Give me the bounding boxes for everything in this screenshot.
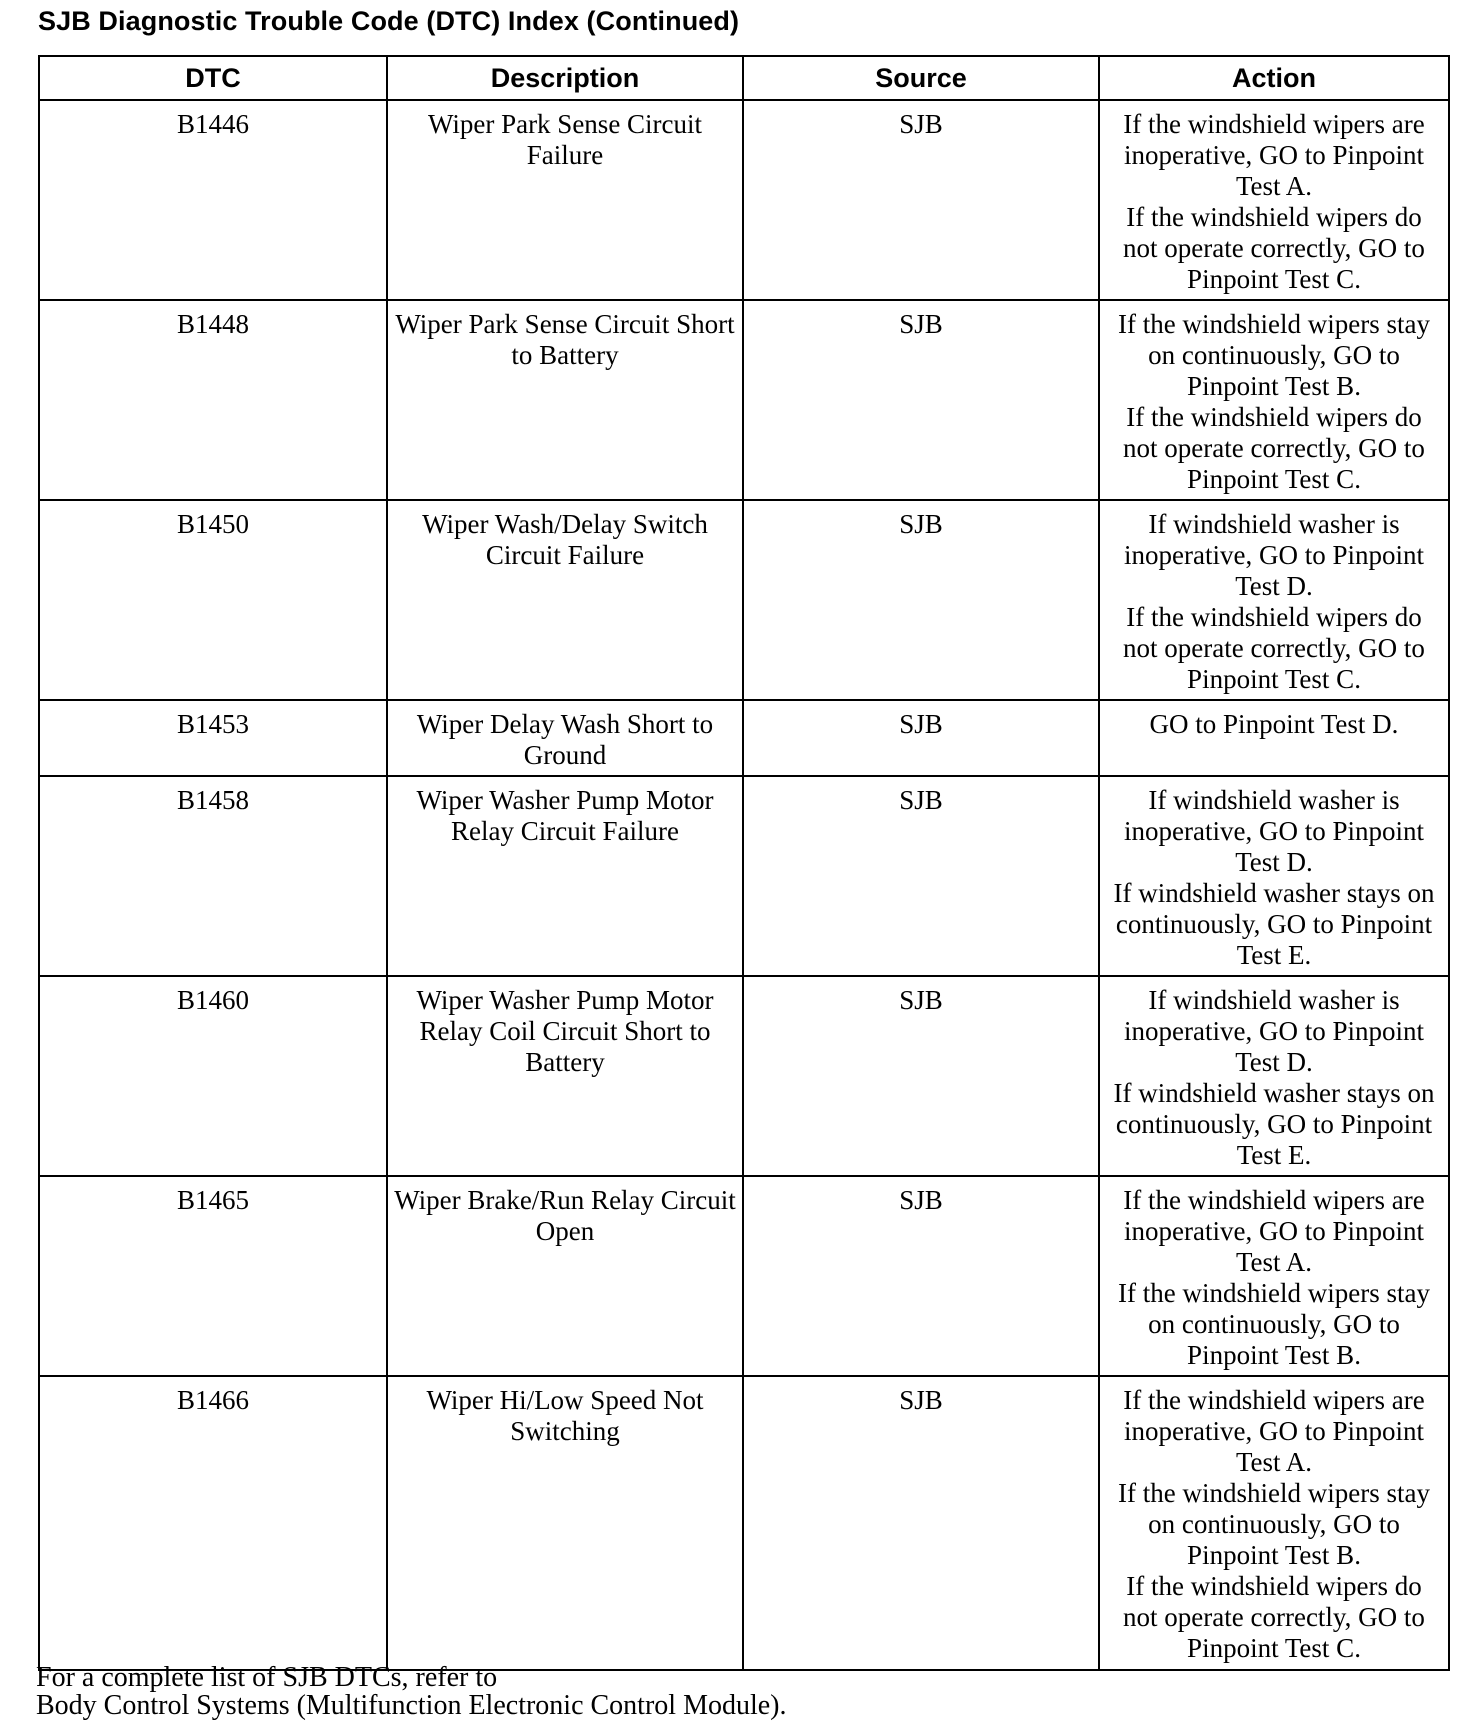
dtc-description: Wiper Park Sense Circuit Failure xyxy=(387,100,743,300)
dtc-action xyxy=(1099,100,1449,300)
dtc-action xyxy=(1099,776,1449,976)
dtc-description: Wiper Park Sense Circuit Short to Battery xyxy=(387,300,743,500)
dtc-source: SJB xyxy=(743,976,1099,1176)
action-step: If the windshield wipers are inoperative, GO to Pinpoint Test A. xyxy=(1123,109,1425,201)
action-step: If the windshield wipers stay on continuously, GO to Pinpoint Test B. xyxy=(1118,1478,1430,1570)
action-step: If windshield washer is inoperative, GO to Pinpoint Test D. xyxy=(1124,985,1424,1077)
header-dtc: DTC xyxy=(39,56,387,100)
action-step: If the windshield wipers do not operate correctly, GO to Pinpoint Test C. xyxy=(1123,402,1425,494)
action-step: If the windshield wipers stay on continuously, GO to Pinpoint Test B. xyxy=(1118,1278,1430,1370)
table-row xyxy=(39,300,1449,500)
header-description: Description xyxy=(387,56,743,100)
table-row xyxy=(39,500,1449,700)
action-step: If the windshield wipers are inoperative, GO to Pinpoint Test A. xyxy=(1123,1185,1425,1277)
dtc-code: B1460 xyxy=(39,976,387,1176)
action-step: If the windshield wipers are inoperative, GO to Pinpoint Test A. xyxy=(1123,1385,1425,1477)
action-step: If the windshield wipers do not operate correctly, GO to Pinpoint Test C. xyxy=(1123,1571,1425,1663)
action-step: If windshield washer stays on continuously, GO to Pinpoint Test E. xyxy=(1113,1078,1435,1170)
action-step: If windshield washer stays on continuously, GO to Pinpoint Test E. xyxy=(1113,878,1435,970)
dtc-source: SJB xyxy=(743,300,1099,500)
dtc-code: B1458 xyxy=(39,776,387,976)
dtc-code: B1453 xyxy=(39,700,387,776)
dtc-description: Wiper Wash/Delay Switch Circuit Failure xyxy=(387,500,743,700)
action-step: If the windshield wipers do not operate correctly, GO to Pinpoint Test C. xyxy=(1123,602,1425,694)
table-row xyxy=(39,700,1449,776)
dtc-description: Wiper Delay Wash Short to Ground xyxy=(387,700,743,776)
table-row xyxy=(39,776,1449,976)
header-action: Action xyxy=(1099,56,1449,100)
dtc-code: B1450 xyxy=(39,500,387,700)
dtc-code: B1466 xyxy=(39,1376,387,1670)
dtc-action xyxy=(1099,1376,1449,1670)
dtc-action xyxy=(1099,300,1449,500)
table-header-row xyxy=(39,56,1449,100)
header-source: Source xyxy=(743,56,1099,100)
dtc-index-table xyxy=(38,55,1450,1671)
dtc-action xyxy=(1099,1176,1449,1376)
action-step: If the windshield wipers do not operate correctly, GO to Pinpoint Test C. xyxy=(1123,202,1425,294)
dtc-source: SJB xyxy=(743,100,1099,300)
dtc-action xyxy=(1099,700,1449,776)
footer-note xyxy=(36,1664,787,1720)
table-row xyxy=(39,1176,1449,1376)
dtc-description: Wiper Washer Pump Motor Relay Coil Circuit Short to Battery xyxy=(387,976,743,1176)
table-row xyxy=(39,976,1449,1176)
footer-line-1: For a complete list of SJB DTCs, refer to xyxy=(36,1662,498,1693)
dtc-source: SJB xyxy=(743,776,1099,976)
action-step: GO to Pinpoint Test D. xyxy=(1149,709,1399,739)
dtc-source: SJB xyxy=(743,500,1099,700)
dtc-description: Wiper Brake/Run Relay Circuit Open xyxy=(387,1176,743,1376)
dtc-action xyxy=(1099,976,1449,1176)
dtc-description: Wiper Hi/Low Speed Not Switching xyxy=(387,1376,743,1670)
footer-reference: Body Control Systems (Multifunction Electronic Control Module). xyxy=(36,1690,787,1721)
dtc-code: B1446 xyxy=(39,100,387,300)
dtc-source: SJB xyxy=(743,1176,1099,1376)
dtc-source: SJB xyxy=(743,1376,1099,1670)
action-step: If the windshield wipers stay on continuously, GO to Pinpoint Test B. xyxy=(1118,309,1430,401)
page-title: SJB Diagnostic Trouble Code (DTC) Index (Continued) xyxy=(38,6,740,36)
action-step: If windshield washer is inoperative, GO to Pinpoint Test D. xyxy=(1124,509,1424,601)
dtc-action xyxy=(1099,500,1449,700)
dtc-description: Wiper Washer Pump Motor Relay Circuit Failure xyxy=(387,776,743,976)
dtc-code: B1465 xyxy=(39,1176,387,1376)
table-row xyxy=(39,1376,1449,1670)
dtc-source: SJB xyxy=(743,700,1099,776)
table-row xyxy=(39,100,1449,300)
dtc-code: B1448 xyxy=(39,300,387,500)
action-step: If windshield washer is inoperative, GO to Pinpoint Test D. xyxy=(1124,785,1424,877)
